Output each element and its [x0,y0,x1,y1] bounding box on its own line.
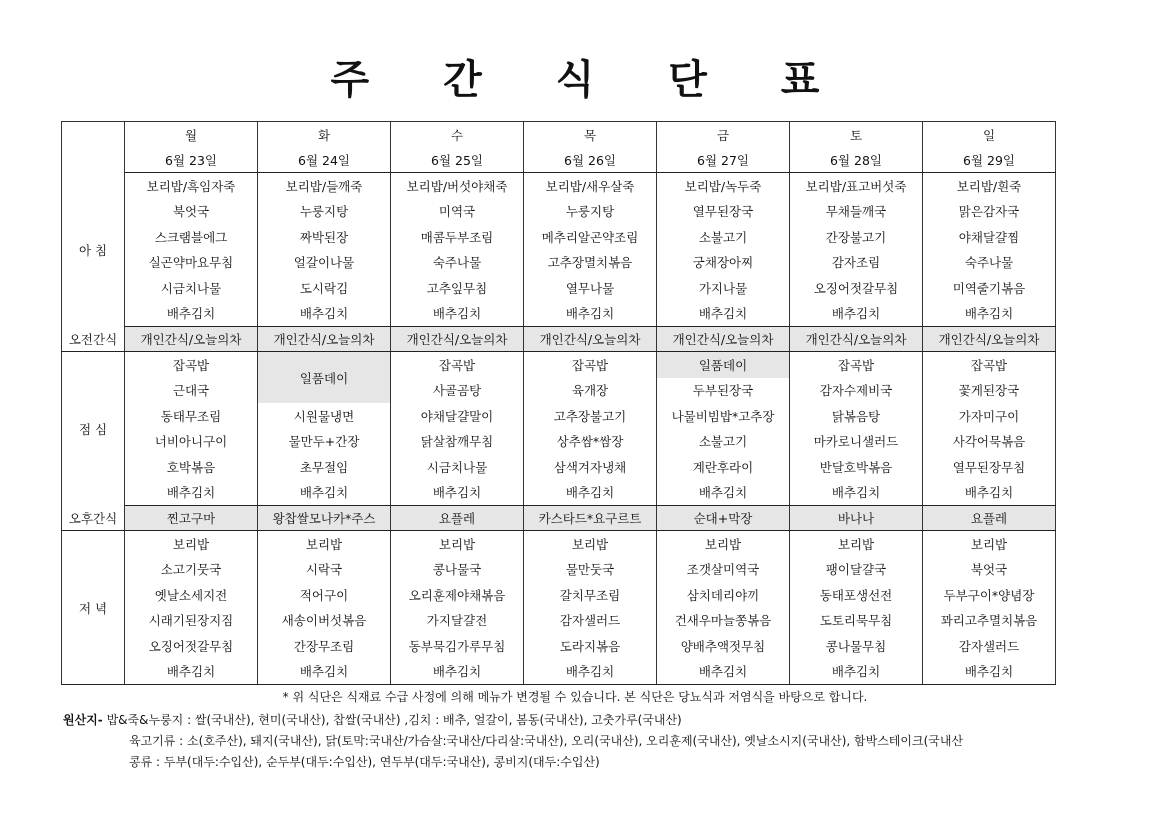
menu-cell: 나물비빔밥*고추장 [657,403,790,429]
snack-cell: 개인간식/오늘의차 [524,327,657,352]
breakfast-label: 아 침 [62,173,125,327]
menu-cell: 간장무조림 [258,633,391,659]
menu-cell: 팽이달걀국 [790,557,923,583]
menu-cell: 보리밥 [391,531,524,557]
menu-cell: 감자샐러드 [923,633,1056,659]
menu-cell: 소불고기 [657,429,790,455]
table-row [62,454,1056,480]
day-name: 화 [258,122,391,148]
menu-cell: 사각어묵볶음 [923,429,1056,455]
snack-cell: 개인간식/오늘의차 [790,327,923,352]
menu-cell: 숙주나물 [391,250,524,276]
menu-cell: 배추김치 [391,659,524,685]
menu-cell: 잡곡밥 [125,352,258,378]
menu-cell: 배추김치 [790,301,923,327]
menu-cell: 배추김치 [524,480,657,506]
menu-cell: 배추김치 [125,659,258,685]
snack-cell: 개인간식/오늘의차 [391,327,524,352]
menu-cell: 초무절임 [258,454,391,480]
menu-cell: 잡곡밥 [790,352,923,378]
table-row [62,378,1056,404]
day-date: 6월 26일 [524,147,657,173]
origin-header: 원산지- [63,713,103,727]
menu-cell: 배추김치 [391,480,524,506]
menu-cell: 보리밥/표고버섯죽 [790,173,923,199]
day-name: 일 [923,122,1056,148]
day-name: 토 [790,122,923,148]
table-row [62,403,1056,429]
menu-cell: 갈치무조림 [524,582,657,608]
menu-cell: 숙주나물 [923,250,1056,276]
menu-cell: 보리밥/버섯야채죽 [391,173,524,199]
snack-cell: 왕찹쌀모나카*주스 [258,506,391,531]
menu-cell: 계란후라이 [657,454,790,480]
menu-cell: 간장불고기 [790,224,923,250]
special-day-cell: 일품데이 [258,352,391,404]
menu-cell: 보리밥/들깨죽 [258,173,391,199]
menu-cell: 시락국 [258,557,391,583]
menu-cell: 배추김치 [657,659,790,685]
menu-cell: 고추잎무침 [391,275,524,301]
snack-cell: 찐고구마 [125,506,258,531]
table-row [62,582,1056,608]
menu-cell: 삼색겨자냉채 [524,454,657,480]
menu-cell: 삼치데리야끼 [657,582,790,608]
menu-cell: 마카로니샐러드 [790,429,923,455]
menu-cell: 보리밥/흰죽 [923,173,1056,199]
menu-cell: 옛날소세지전 [125,582,258,608]
menu-cell: 열무된장무침 [923,454,1056,480]
table-row [62,224,1056,250]
table-row [62,531,1056,557]
menu-cell: 두부구이*양념장 [923,582,1056,608]
menu-cell: 보리밥/새우살죽 [524,173,657,199]
menu-cell: 미역줄기볶음 [923,275,1056,301]
pm-snack-section [62,506,1056,531]
table-row [62,557,1056,583]
origin-info [63,710,1056,773]
menu-cell: 가지나물 [657,275,790,301]
menu-change-note: * 위 식단은 식재료 수급 사정에 의해 메뉴가 변경될 수 있습니다. 본 식단은 당뇨식과 저염식을 바탕으로 합니다. [282,690,868,704]
am-snack-section [62,327,1056,352]
am-snack-label: 오전간식 [62,327,125,352]
menu-cell: 닭살참깨무침 [391,429,524,455]
day-date: 6월 29일 [923,147,1056,173]
menu-cell: 너비아니구이 [125,429,258,455]
day-date: 6월 24일 [258,147,391,173]
menu-cell: 보리밥/녹두죽 [657,173,790,199]
menu-cell: 두부된장국 [657,378,790,404]
corner-cell [62,122,125,173]
table-row [62,633,1056,659]
menu-cell: 고추장멸치볶음 [524,250,657,276]
menu-cell: 야채달걀찜 [923,224,1056,250]
menu-cell: 보리밥 [657,531,790,557]
table-row [62,429,1056,455]
table-row [62,608,1056,634]
menu-cell: 배추김치 [391,301,524,327]
origin-line-rice [63,710,1056,731]
menu-cell: 배추김치 [524,659,657,685]
dinner-label: 저 녁 [62,531,125,685]
menu-cell: 소불고기 [657,224,790,250]
menu-cell: 시래기된장지짐 [125,608,258,634]
table-row [62,352,1056,378]
day-date: 6월 25일 [391,147,524,173]
menu-cell: 물만둣국 [524,557,657,583]
menu-cell: 배추김치 [125,301,258,327]
menu-cell: 감자샐러드 [524,608,657,634]
dinner-section [62,531,1056,685]
menu-cell: 무채들깨국 [790,199,923,225]
origin-text: 밥&죽&누룽지 : 쌀(국내산), 현미(국내산), 찹쌀(국내산) ,김치 : 배추, 얼갈이, 봄동(국내산), 고춧가루(국내산) [102,713,682,727]
menu-cell: 보리밥 [524,531,657,557]
menu-cell: 콩나물무침 [790,633,923,659]
menu-cell: 오징어젓갈무침 [125,633,258,659]
menu-cell: 배추김치 [258,659,391,685]
menu-cell: 북엇국 [923,557,1056,583]
menu-cell: 매콤두부조림 [391,224,524,250]
lunch-label: 점 심 [62,352,125,506]
day-date: 6월 23일 [125,147,258,173]
menu-cell: 닭볶음탕 [790,403,923,429]
menu-cell: 시금치나물 [125,275,258,301]
menu-cell: 도토리묵무침 [790,608,923,634]
snack-cell: 바나나 [790,506,923,531]
menu-cell: 배추김치 [923,301,1056,327]
menu-cell: 양배추액젓무침 [657,633,790,659]
menu-cell: 조갯살미역국 [657,557,790,583]
menu-cell: 보리밥 [125,531,258,557]
menu-cell: 배추김치 [790,659,923,685]
special-day-cell: 일품데이 [657,352,790,378]
menu-cell: 배추김치 [657,301,790,327]
menu-cell: 누룽지탕 [258,199,391,225]
day-name: 목 [524,122,657,148]
menu-cell: 스크램블에그 [125,224,258,250]
menu-cell: 시원물냉면 [258,403,391,429]
snack-cell: 요플레 [391,506,524,531]
menu-cell: 짜박된장 [258,224,391,250]
menu-cell: 잡곡밥 [524,352,657,378]
menu-cell: 메추리알곤약조림 [524,224,657,250]
snack-cell: 순대+막장 [657,506,790,531]
menu-cell: 근대국 [125,378,258,404]
menu-cell: 얼갈이나물 [258,250,391,276]
menu-cell: 배추김치 [923,480,1056,506]
menu-cell: 배추김치 [524,301,657,327]
table-row [62,275,1056,301]
menu-cell: 적어구이 [258,582,391,608]
page-title: 주 간 식 단 표 [330,57,850,103]
menu-cell: 야채달걀말이 [391,403,524,429]
menu-cell: 잡곡밥 [391,352,524,378]
menu-cell: 고추장불고기 [524,403,657,429]
menu-cell: 오징어젓갈무침 [790,275,923,301]
menu-cell: 상추쌈*쌈장 [524,429,657,455]
menu-cell: 반달호박볶음 [790,454,923,480]
menu-cell: 실곤약마요무침 [125,250,258,276]
menu-cell: 물만두+간장 [258,429,391,455]
day-date: 6월 28일 [790,147,923,173]
weekly-menu-table [61,121,1056,685]
menu-cell: 보리밥 [258,531,391,557]
table-row [62,250,1056,276]
menu-cell: 감자조림 [790,250,923,276]
menu-cell: 사골곰탕 [391,378,524,404]
menu-cell: 보리밥 [790,531,923,557]
menu-cell: 시금치나물 [391,454,524,480]
menu-cell: 잡곡밥 [923,352,1056,378]
menu-cell: 꽃게된장국 [923,378,1056,404]
menu-cell: 보리밥/흑임자죽 [125,173,258,199]
menu-cell: 미역국 [391,199,524,225]
menu-cell: 가자미구이 [923,403,1056,429]
menu-cell: 육개장 [524,378,657,404]
menu-cell: 꽈리고추멸치볶음 [923,608,1056,634]
menu-cell: 콩나물국 [391,557,524,583]
table-row [62,199,1056,225]
menu-cell: 보리밥 [923,531,1056,557]
origin-line-beans: 콩류 : 두부(대두:수입산), 순두부(대두:수입산), 연두부(대두:국내산), 콩비지(대두:수입산) [129,755,600,769]
table-row [62,173,1056,199]
menu-cell: 배추김치 [125,480,258,506]
menu-cell: 가지달걀전 [391,608,524,634]
menu-cell: 도라지볶음 [524,633,657,659]
menu-cell: 동부묵김가루무침 [391,633,524,659]
breakfast-section [62,173,1056,327]
menu-cell: 동태포생선전 [790,582,923,608]
snack-cell: 개인간식/오늘의차 [657,327,790,352]
menu-cell: 오리훈제야채볶음 [391,582,524,608]
menu-cell: 소고기뭇국 [125,557,258,583]
lunch-section [62,352,1056,506]
table-row [62,327,1056,352]
menu-cell: 배추김치 [258,301,391,327]
snack-cell: 개인간식/오늘의차 [125,327,258,352]
menu-cell: 건새우마늘쫑볶음 [657,608,790,634]
menu-cell: 누룽지탕 [524,199,657,225]
menu-cell: 배추김치 [258,480,391,506]
menu-cell: 동태무조림 [125,403,258,429]
table-row [62,506,1056,531]
snack-cell: 개인간식/오늘의차 [258,327,391,352]
day-name: 월 [125,122,258,148]
snack-cell: 요플레 [923,506,1056,531]
menu-cell: 북엇국 [125,199,258,225]
day-name: 수 [391,122,524,148]
origin-line-meat: 육고기류 : 소(호주산), 돼지(국내산), 닭(토막:국내산/가슴살:국내산/다리살:국내산), 오리(국내산), 오리훈제(국내산), 옛날소시지(국내산), 함박스테이크(국내산 [129,734,964,748]
table-row [62,659,1056,685]
menu-cell: 배추김치 [790,480,923,506]
pm-snack-label: 오후간식 [62,506,125,531]
snack-cell: 개인간식/오늘의차 [923,327,1056,352]
menu-cell: 배추김치 [657,480,790,506]
menu-cell: 맑은감자국 [923,199,1056,225]
snack-cell: 카스타드*요구르트 [524,506,657,531]
day-name: 금 [657,122,790,148]
menu-cell: 도시락김 [258,275,391,301]
menu-cell: 배추김치 [923,659,1056,685]
menu-cell: 궁채장아찌 [657,250,790,276]
day-date: 6월 27일 [657,147,790,173]
menu-cell: 새송이버섯볶음 [258,608,391,634]
menu-cell: 열무나물 [524,275,657,301]
menu-cell: 감자수제비국 [790,378,923,404]
table-row [62,301,1056,327]
menu-cell: 열무된장국 [657,199,790,225]
menu-cell: 호박볶음 [125,454,258,480]
table-row [62,480,1056,506]
